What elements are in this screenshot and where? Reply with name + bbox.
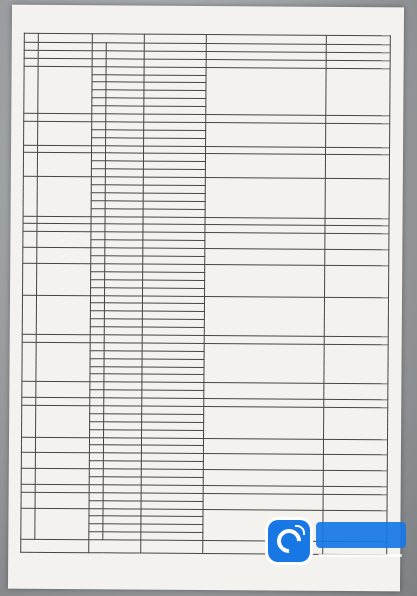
area-cell	[103, 508, 141, 516]
badge-wordmark	[316, 522, 406, 548]
index-cell	[24, 66, 38, 113]
project-cell	[36, 342, 90, 382]
building-cell	[91, 208, 105, 216]
project-cell	[36, 295, 90, 335]
building-cell	[92, 82, 106, 90]
project-cell	[35, 468, 89, 484]
location-cell	[205, 249, 325, 266]
project-cell	[36, 382, 90, 398]
area-cell	[106, 137, 144, 145]
phone-cell	[325, 178, 389, 218]
index-cell	[24, 145, 38, 153]
area-cell	[105, 248, 143, 256]
building-cell	[91, 161, 105, 169]
area-cell	[104, 390, 142, 398]
table-row	[22, 382, 388, 392]
building-cell	[89, 461, 103, 469]
building-cell	[91, 224, 105, 232]
building-cell	[89, 516, 103, 524]
area-cell	[104, 398, 142, 406]
area-cell	[105, 161, 143, 169]
table-row	[23, 263, 389, 273]
index-cell	[24, 113, 38, 121]
table-row	[21, 508, 387, 518]
building-cell	[91, 193, 105, 201]
building-cell	[92, 66, 106, 74]
building-cell	[91, 248, 105, 256]
index-cell	[23, 224, 37, 232]
index-cell	[23, 263, 37, 295]
area-cell	[104, 382, 142, 390]
phone-cell	[326, 123, 390, 147]
building-cell	[90, 303, 104, 311]
table-row	[21, 492, 387, 502]
signal-wave	[295, 525, 305, 535]
area-cell	[106, 98, 144, 106]
index-cell	[22, 342, 36, 382]
table-row	[21, 437, 387, 447]
area-cell	[103, 532, 141, 540]
phone-cell	[324, 384, 388, 400]
area-cell	[104, 303, 142, 311]
location-cell	[203, 493, 323, 510]
building-cell	[92, 114, 106, 122]
area-cell	[105, 256, 143, 264]
area-cell	[104, 335, 142, 343]
building-cell	[90, 406, 104, 414]
building-cell	[90, 398, 104, 406]
project-cell	[37, 176, 91, 216]
location-cell	[206, 67, 326, 115]
area-cell	[105, 201, 143, 209]
area-cell	[106, 43, 144, 51]
document-sheet	[8, 5, 404, 592]
building-cell	[92, 90, 106, 98]
building-cell	[89, 524, 103, 532]
index-cell	[21, 453, 35, 469]
building-cell	[92, 122, 106, 130]
building-cell	[91, 272, 105, 280]
area-cell	[106, 90, 144, 98]
building-cell	[89, 437, 103, 445]
location-cell	[205, 264, 325, 296]
area-cell	[104, 374, 142, 382]
project-cell	[38, 66, 92, 114]
building-cell	[90, 414, 104, 422]
area-cell	[105, 240, 143, 248]
index-cell	[24, 58, 38, 66]
area-cell	[104, 327, 142, 335]
location-cell	[203, 438, 323, 455]
location-cell	[205, 178, 325, 218]
table-row	[21, 468, 387, 478]
area-cell	[105, 232, 143, 240]
area-cell	[104, 406, 142, 414]
table-row	[22, 342, 388, 352]
index-cell	[22, 405, 36, 437]
index-cell	[22, 382, 36, 398]
total-blank	[141, 540, 203, 553]
location-cell	[203, 470, 323, 487]
index-cell	[23, 216, 37, 224]
location-cell	[204, 406, 324, 438]
project-cell	[37, 153, 91, 177]
area-cell	[105, 264, 143, 272]
building-cell	[91, 185, 105, 193]
area-cell	[105, 185, 143, 193]
area-cell	[104, 319, 142, 327]
header-unit-type	[144, 34, 206, 43]
phone-cell	[326, 68, 390, 116]
area-cell	[104, 366, 142, 374]
area-cell	[105, 193, 143, 201]
total-label	[21, 539, 89, 552]
index-cell	[23, 153, 37, 177]
index-cell	[21, 508, 35, 540]
area-cell	[104, 311, 142, 319]
area-cell	[105, 280, 143, 288]
document-title	[12, 15, 404, 30]
header-area	[92, 34, 144, 43]
speech-ring-icon	[268, 520, 310, 562]
header-index	[24, 33, 38, 42]
building-cell	[91, 216, 105, 224]
building-cell	[90, 366, 104, 374]
badge-tagline	[318, 554, 402, 557]
phone-cell	[324, 344, 388, 384]
building-cell	[91, 169, 105, 177]
building-cell	[92, 106, 106, 114]
building-cell	[90, 382, 104, 390]
project-cell	[36, 405, 90, 437]
area-cell	[106, 114, 144, 122]
building-cell	[89, 532, 103, 540]
building-cell	[90, 327, 104, 335]
table-row	[24, 121, 390, 131]
index-cell	[21, 437, 35, 453]
area-cell	[104, 343, 142, 351]
building-cell	[91, 240, 105, 248]
table-row	[24, 66, 390, 76]
building-cell	[91, 201, 105, 209]
housing-table	[20, 33, 391, 556]
index-cell	[23, 247, 37, 263]
area-cell	[103, 524, 141, 532]
index-cell	[22, 397, 36, 405]
phone-cell	[325, 234, 389, 250]
building-cell	[92, 43, 106, 51]
watermark-badge	[264, 518, 412, 584]
phone-cell	[325, 265, 389, 297]
location-cell	[204, 343, 324, 383]
index-cell	[24, 50, 38, 58]
phone-cell	[323, 439, 387, 455]
index-cell	[21, 484, 35, 492]
area-cell	[105, 224, 143, 232]
building-cell	[91, 153, 105, 161]
table-row	[23, 153, 389, 163]
building-cell	[89, 469, 103, 477]
area-cell	[105, 216, 143, 224]
header-phone	[326, 35, 390, 44]
area-cell	[105, 177, 143, 185]
index-cell	[22, 334, 36, 342]
building-cell	[89, 453, 103, 461]
project-cell	[35, 492, 89, 508]
header-project	[38, 33, 92, 42]
table-row	[23, 176, 389, 186]
phone-cell	[324, 407, 388, 439]
building-cell	[92, 51, 106, 59]
project-cell	[37, 232, 91, 248]
phone-cell	[323, 494, 387, 510]
phone-cell	[323, 455, 387, 471]
building-cell	[90, 343, 104, 351]
index-cell	[24, 121, 38, 145]
building-cell	[92, 137, 106, 145]
building-cell	[90, 358, 104, 366]
index-cell	[22, 295, 36, 335]
area-cell	[105, 208, 143, 216]
building-cell	[92, 129, 106, 137]
project-cell	[35, 453, 89, 469]
building-cell	[90, 429, 104, 437]
building-cell	[90, 295, 104, 303]
location-cell	[203, 454, 323, 471]
table-row	[21, 453, 387, 463]
location-cell	[204, 296, 324, 336]
location-cell	[206, 122, 326, 147]
building-cell	[89, 485, 103, 493]
building-cell	[89, 508, 103, 516]
building-cell	[89, 445, 103, 453]
location-cell	[205, 233, 325, 250]
area-cell	[104, 295, 142, 303]
area-cell	[106, 82, 144, 90]
area-cell	[105, 153, 143, 161]
index-cell	[24, 42, 38, 50]
area-cell	[106, 122, 144, 130]
area-cell	[106, 51, 144, 59]
phone-cell	[323, 470, 387, 486]
building-cell	[92, 58, 106, 66]
building-cell	[90, 311, 104, 319]
index-cell	[21, 468, 35, 484]
building-cell	[91, 232, 105, 240]
table-row	[23, 232, 389, 242]
table-row	[23, 247, 389, 257]
area-cell	[105, 169, 143, 177]
area-cell	[106, 106, 144, 114]
table-body	[21, 42, 390, 542]
building-cell	[92, 145, 106, 153]
location-cell	[204, 383, 324, 400]
project-cell	[37, 263, 91, 295]
building-cell	[89, 492, 103, 500]
building-cell	[89, 500, 103, 508]
building-cell	[92, 74, 106, 82]
area-cell	[104, 351, 142, 359]
area-cell	[106, 130, 144, 138]
location-cell	[205, 154, 325, 179]
area-cell	[106, 74, 144, 82]
building-cell	[90, 421, 104, 429]
phone-cell	[325, 155, 389, 179]
area-cell	[106, 145, 144, 153]
area-cell	[106, 59, 144, 67]
index-cell	[21, 492, 35, 508]
building-cell	[91, 287, 105, 295]
building-cell	[91, 256, 105, 264]
area-cell	[104, 358, 142, 366]
building-cell	[91, 264, 105, 272]
project-cell	[37, 247, 91, 263]
building-cell	[91, 177, 105, 185]
project-cell	[35, 508, 89, 540]
building-cell	[90, 350, 104, 358]
index-cell	[23, 232, 37, 248]
project-cell	[38, 121, 92, 145]
building-cell	[90, 335, 104, 343]
building-cell	[90, 374, 104, 382]
building-cell	[90, 390, 104, 398]
table-row	[22, 295, 388, 305]
project-cell	[35, 437, 89, 453]
area-cell	[104, 414, 142, 422]
table-row	[22, 405, 388, 415]
building-cell	[91, 279, 105, 287]
area-cell	[105, 287, 143, 295]
phone-cell	[324, 297, 388, 337]
area-cell	[105, 272, 143, 280]
building-cell	[89, 477, 103, 485]
total-count	[89, 540, 141, 553]
index-cell	[23, 176, 37, 216]
building-cell	[92, 98, 106, 106]
phone-cell	[325, 249, 389, 265]
building-cell	[90, 319, 104, 327]
area-cell	[106, 66, 144, 74]
area-cell	[103, 516, 141, 524]
